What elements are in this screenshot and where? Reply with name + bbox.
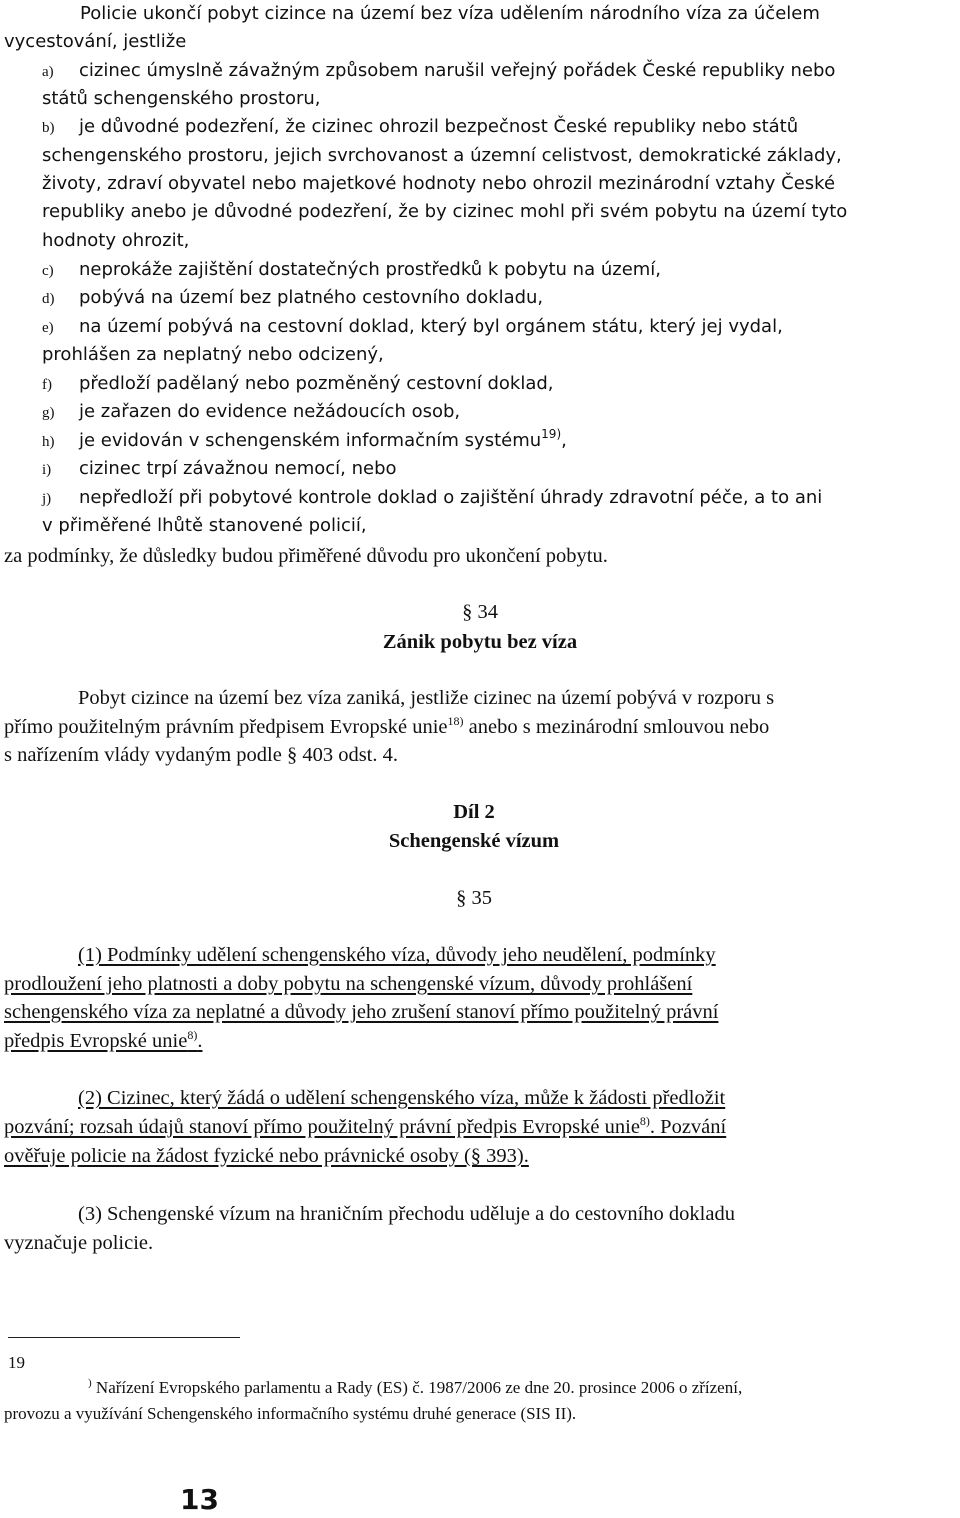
footnote-number: 19	[8, 1353, 25, 1372]
section-35-para-1-line-3: schengenského víza za neplatné a důvody jeho zrušení stanoví přímo použitelný právní	[4, 1001, 719, 1023]
section-35-para-2-line-3: ověřuje policie na žádost fyzické nebo právnické osoby (§ 393).	[4, 1145, 529, 1167]
item-marker: d)	[42, 291, 55, 307]
list-item-j	[42, 484, 822, 513]
text: Nařízení Evropského parlamentu a Rady (ES) č. 1987/2006 ze dne 20. prosince 2006 o zřízení,	[91, 1378, 743, 1397]
item-text: je zařazen do evidence nežádoucích osob,	[79, 401, 461, 422]
footnote-ref: 8)	[639, 1114, 650, 1128]
section-34-para-line-1: Pobyt cizince na území bez víza zaniká, jestliže cizinec na území pobývá v rozporu s	[78, 687, 775, 709]
item-text: je důvodné podezření, že cizinec ohrozil bezpečnost České republiky nebo států	[79, 116, 799, 137]
part-label: Díl 2	[453, 801, 495, 823]
list-item-j-cont: v přiměřené lhůtě stanovené policií,	[42, 515, 367, 536]
text: přímo použitelným právním předpisem Evropské unie	[4, 716, 448, 738]
item-text: předloží padělaný nebo pozměněný cestovní doklad,	[79, 373, 554, 394]
page-number: 13	[180, 1483, 219, 1516]
text: anebo s mezinárodní smlouvou nebo	[463, 716, 770, 738]
item-marker: f)	[42, 377, 52, 393]
list-item-a	[42, 57, 835, 86]
item-marker: b)	[42, 120, 55, 136]
item-text: neprokáže zajištění dostatečných prostředků k pobytu na území,	[79, 259, 662, 280]
section-35-para-3-line-2: vyznačuje policie.	[4, 1232, 154, 1254]
list-item-d	[42, 284, 543, 313]
item-marker: a)	[42, 64, 54, 80]
item-marker: e)	[42, 320, 54, 336]
list-item-b-cont-4: hodnoty ohrozit,	[42, 230, 190, 251]
section-35-number: § 35	[456, 887, 492, 909]
item-text: cizinec trpí závažnou nemocí, nebo	[79, 458, 397, 479]
section-35-para-1-line-4	[4, 1027, 202, 1055]
list-item-e	[42, 313, 783, 342]
footnote-ref: 18)	[447, 714, 464, 728]
item-marker: i)	[42, 462, 52, 478]
item-text: je evidován v schengenském informačním systému	[79, 430, 542, 451]
section-34-title: Zánik pobytu bez víza	[382, 631, 578, 653]
section-35-para-2-line-2	[4, 1113, 726, 1141]
section-35-para-3-line-1: (3) Schengenské vízum na hraničním přechodu uděluje a do cestovního dokladu	[78, 1203, 735, 1225]
intro-line-1: Policie ukončí pobyt cizince na území bez víza udělením národního víza za účelem	[80, 3, 820, 24]
item-marker: j)	[42, 491, 52, 507]
list-item-b	[42, 113, 798, 142]
item-text: pobývá na území bez platného cestovního dokladu,	[79, 287, 544, 308]
text: předpis Evropské unie	[4, 1030, 188, 1052]
item-text: nepředloží při pobytové kontrole doklad o zajištění úhrady zdravotní péče, a to ani	[79, 487, 823, 508]
list-item-f	[42, 370, 554, 399]
item-tail: ,	[561, 430, 567, 451]
footnote-separator	[8, 1337, 240, 1338]
section-35-para-1-line-1: (1) Podmínky udělení schengenského víza, důvody jeho neudělení, podmínky	[78, 944, 716, 966]
list-item-h	[42, 427, 567, 456]
footnote-line-1	[88, 1376, 742, 1400]
footnote-mark: )	[88, 1377, 92, 1389]
closing-sentence: za podmínky, že důsledky budou přiměřené důvodu pro ukončení pobytu.	[4, 545, 608, 567]
item-marker: g)	[42, 405, 55, 421]
list-item-i	[42, 455, 397, 484]
section-35-para-1-line-2: prodloužení jeho platnosti a doby pobytu na schengenské vízum, důvody prohlášení	[4, 973, 693, 995]
list-item-b-cont-1: schengenského prostoru, jejich svrchovanost a územní celistvost, demokratické základy,	[42, 145, 842, 166]
list-item-c	[42, 256, 661, 285]
item-text: cizinec úmyslně závažným způsobem narušil veřejný pořádek České republiky nebo	[79, 60, 836, 81]
section-35-para-2-line-1: (2) Cizinec, který žádá o udělení schengenského víza, může k žádosti předložit	[78, 1087, 726, 1109]
item-text: na území pobývá na cestovní doklad, který byl orgánem státu, který jej vydal,	[79, 316, 783, 337]
item-marker: h)	[42, 434, 55, 450]
list-item-b-cont-3: republiky anebo je důvodné podezření, že by cizinec mohl při svém pobytu na území tyto	[42, 201, 848, 222]
text: . Pozvání	[649, 1116, 727, 1138]
list-item-b-cont-2: životy, zdraví obyvatel nebo majetkové hodnoty nebo ohrozil mezinárodní vztahy České	[42, 173, 836, 194]
text: .	[197, 1030, 203, 1052]
section-34-para-line-2	[4, 713, 769, 741]
list-item-g	[42, 398, 460, 427]
list-item-a-cont: států schengenského prostoru,	[42, 88, 321, 109]
section-34-para-line-3: s nařízením vlády vydaným podle § 403 odst. 4.	[4, 744, 398, 766]
footnote-ref: 19)	[541, 427, 562, 441]
intro-line-2: vycestování, jestliže	[4, 31, 187, 52]
item-marker: c)	[42, 263, 54, 279]
section-34-number: § 34	[462, 601, 498, 623]
part-title: Schengenské vízum	[388, 830, 560, 852]
list-item-e-cont: prohlášen za neplatný nebo odcizený,	[42, 344, 384, 365]
footnote-ref: 8)	[187, 1028, 198, 1042]
footnote-line-2: provozu a využívání Schengenského informačního systému druhé generace (SIS II).	[4, 1404, 577, 1423]
text: pozvání; rozsah údajů stanoví přímo použitelný právní předpis Evropské unie	[4, 1116, 640, 1138]
